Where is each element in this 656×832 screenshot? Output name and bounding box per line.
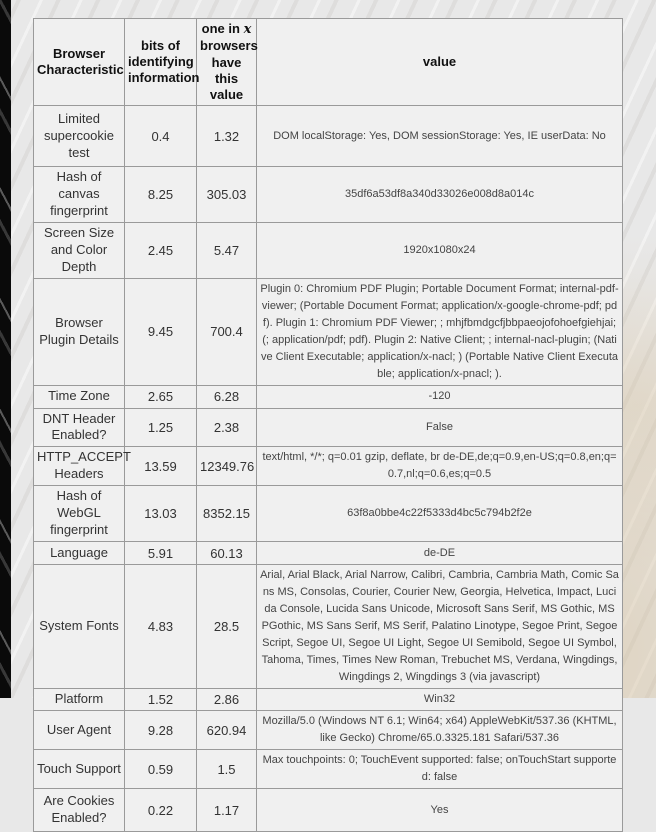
- header-one-in-x-browsers: [197, 19, 257, 106]
- one-in-x-cell: 700.4: [197, 278, 257, 385]
- value-cell: False: [257, 408, 623, 447]
- value-cell: 35df6a53df8a340d33026e008d8a014c: [257, 167, 623, 223]
- bits-cell: 2.45: [125, 222, 197, 278]
- table-row: [34, 486, 623, 542]
- one-in-x-cell: 28.5: [197, 565, 257, 689]
- characteristic-cell: User Agent: [34, 711, 125, 750]
- header-one-in-x-suffix: browsers have this value: [200, 38, 258, 102]
- header-one-in-x-prefix: one in: [201, 21, 244, 36]
- bits-cell: 1.25: [125, 408, 197, 447]
- bits-cell: 0.4: [125, 106, 197, 167]
- table-row: [34, 542, 623, 565]
- characteristic-cell: Screen Size and Color Depth: [34, 222, 125, 278]
- header-row: [34, 19, 623, 106]
- table-row: [34, 447, 623, 486]
- one-in-x-cell: 12349.76: [197, 447, 257, 486]
- value-cell: Win32: [257, 689, 623, 711]
- table-row: [34, 565, 623, 689]
- characteristic-cell: Platform: [34, 689, 125, 711]
- value-cell: text/html, */*; q=0.01 gzip, deflate, br de-DE,de;q=0.9,en-US;q=0.8,en;q=0.7,nl;q=0.6,es;q=0.5: [257, 447, 623, 486]
- bits-cell: 13.03: [125, 486, 197, 542]
- one-in-x-cell: 305.03: [197, 167, 257, 223]
- characteristic-cell: Time Zone: [34, 385, 125, 408]
- value-cell: de-DE: [257, 542, 623, 565]
- table-row: [34, 789, 623, 832]
- bits-cell: 5.91: [125, 542, 197, 565]
- value-cell: Arial, Arial Black, Arial Narrow, Calibri, Cambria, Cambria Math, Comic Sans MS, Consolas, Courier, Courier New, Georgia, Helvetica, Impact, Lucida Console, Lucida Sans Unicode, Microsoft Sans Serif, MS Gothic, MS PGothic, MS Sans Serif, MS Serif, Palatino Linotype, Segoe Print, Segoe Script, Segoe UI, Segoe UI Light, Segoe UI Semibold, Segoe UI Symbol, Tahoma, Times, Times New Roman, Trebuchet MS, Verdana, Wingdings, Wingdings 2, Wingdings 3 (via javascript): [257, 565, 623, 689]
- fingerprint-results-table: [33, 18, 623, 832]
- characteristic-cell: HTTP_ACCEPT Headers: [34, 447, 125, 486]
- table-row: [34, 750, 623, 789]
- one-in-x-cell: 5.47: [197, 222, 257, 278]
- table-row: [34, 167, 623, 223]
- one-in-x-cell: 2.38: [197, 408, 257, 447]
- characteristic-cell: Hash of WebGL fingerprint: [34, 486, 125, 542]
- header-bits-of-identifying-information: bits of identifying information: [125, 19, 197, 106]
- bits-cell: 1.52: [125, 689, 197, 711]
- value-cell: 1920x1080x24: [257, 222, 623, 278]
- one-in-x-cell: 620.94: [197, 711, 257, 750]
- header-one-in-x-variable: x: [243, 22, 252, 37]
- header-value: value: [257, 19, 623, 106]
- characteristic-cell: Language: [34, 542, 125, 565]
- bits-cell: 4.83: [125, 565, 197, 689]
- bits-cell: 9.45: [125, 278, 197, 385]
- bits-cell: 9.28: [125, 711, 197, 750]
- one-in-x-cell: 60.13: [197, 542, 257, 565]
- characteristic-cell: System Fonts: [34, 565, 125, 689]
- value-cell: 63f8a0bbe4c22f5333d4bc5c794b2f2e: [257, 486, 623, 542]
- table-row: [34, 106, 623, 167]
- value-cell: Plugin 0: Chromium PDF Plugin; Portable Document Format; internal-pdf-viewer; (Portable Document Format; application/x-google-chrome-pdf; pdf). Plugin 1: Chromium PDF Viewer; ; mhjfbmdgcfjbbpaeojofohoefgiehjai; (; application/pdf; pdf). Plugin 2: Native Client; ; internal-nacl-plugin; (Native Client Executable; application/x-nacl; ) (Portable Native Client Executable; application/x-pnacl; ).: [257, 278, 623, 385]
- table-row: [34, 711, 623, 750]
- characteristic-cell: DNT Header Enabled?: [34, 408, 125, 447]
- one-in-x-cell: 1.32: [197, 106, 257, 167]
- table-row: [34, 278, 623, 385]
- one-in-x-cell: 1.5: [197, 750, 257, 789]
- table-row: [34, 689, 623, 711]
- value-cell: Max touchpoints: 0; TouchEvent supported: false; onTouchStart supported: false: [257, 750, 623, 789]
- characteristic-cell: Browser Plugin Details: [34, 278, 125, 385]
- characteristic-cell: Are Cookies Enabled?: [34, 789, 125, 832]
- table-row: [34, 222, 623, 278]
- table-row: [34, 408, 623, 447]
- header-browser-characteristic: Browser Characteristic: [34, 19, 125, 106]
- dark-edge-stripe: [0, 0, 11, 698]
- characteristic-cell: Limited supercookie test: [34, 106, 125, 167]
- characteristic-cell: Hash of canvas fingerprint: [34, 167, 125, 223]
- one-in-x-cell: 8352.15: [197, 486, 257, 542]
- value-cell: Yes: [257, 789, 623, 832]
- one-in-x-cell: 1.17: [197, 789, 257, 832]
- table-row: [34, 385, 623, 408]
- bits-cell: 0.59: [125, 750, 197, 789]
- value-cell: DOM localStorage: Yes, DOM sessionStorage: Yes, IE userData: No: [257, 106, 623, 167]
- bits-cell: 8.25: [125, 167, 197, 223]
- value-cell: Mozilla/5.0 (Windows NT 6.1; Win64; x64) AppleWebKit/537.36 (KHTML, like Gecko) Chrome/65.0.3325.181 Safari/537.36: [257, 711, 623, 750]
- value-cell: -120: [257, 385, 623, 408]
- characteristic-cell: Touch Support: [34, 750, 125, 789]
- bits-cell: 2.65: [125, 385, 197, 408]
- one-in-x-cell: 2.86: [197, 689, 257, 711]
- one-in-x-cell: 6.28: [197, 385, 257, 408]
- bits-cell: 13.59: [125, 447, 197, 486]
- bits-cell: 0.22: [125, 789, 197, 832]
